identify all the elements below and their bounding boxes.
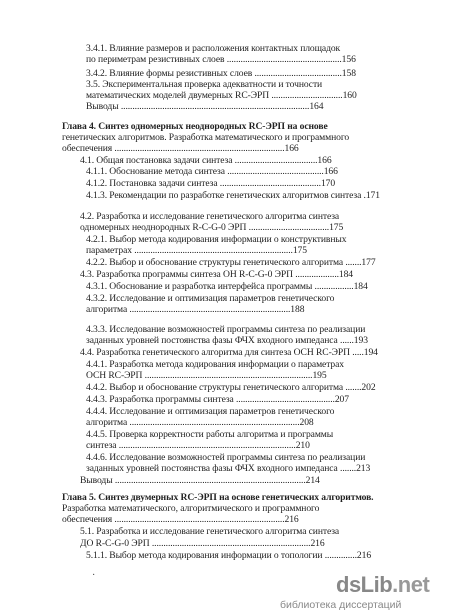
toc-entry-5-1-cont: ДО R-C-G-0 ЭРП .....................................................................216	[80, 538, 325, 549]
toc-entry-4-4-1-cont: ОСН RC-ЭРП .........................................................................195	[86, 370, 327, 381]
toc-entry-4-3: 4.3. Разработка программы синтеза ОН R-C-G-0 ЭРП ...................184	[80, 269, 354, 280]
toc-entry-5-1: 5.1. Разработка и исследование генетического алгоритма синтеза	[80, 526, 340, 537]
toc-entry-4-1-2: 4.1.2. Постановка задачи синтеза ............................................170	[86, 178, 336, 189]
toc-chapter-5-title: Глава 5. Синтез двумерных RC-ЭРП на основе генетических алгоритмов.	[62, 492, 374, 503]
toc-entry-4-3-2-cont: алгоритма ......................................................................188	[86, 304, 305, 315]
toc-entry-4-1: 4.1. Общая постановка задачи синтеза ....................................166	[80, 155, 332, 166]
toc-entry-4-4-4: 4.4.4. Исследование и оптимизация параметров генетического	[86, 406, 335, 417]
toc-entry-4-2-2: 4.2.2. Выбор и обоснование структуры генетического алгоритма .......177	[86, 257, 376, 268]
toc-entry-4-4-5-cont: синтеза .............................................................................210	[86, 440, 310, 451]
toc-chapter-4-title: Глава 4. Синтез одномерных неоднородных RC-ЭРП на основе	[62, 121, 328, 132]
toc-entry-3-5-cont: математических моделей двумерных RC-ЭРП ...............................160	[86, 90, 357, 101]
toc-entry-4-4-4-cont: алгоритма ..........................................................................208	[86, 417, 314, 428]
toc-entry-3-5: 3.5. Экспериментальная проверка адекватности и точности	[86, 79, 323, 90]
toc-entry-4-4-2: 4.4.2. Выбор и обоснование структуры генетического алгоритма .......202	[86, 382, 376, 393]
toc-entry-conclusions-4: Выводы ...................................................................................214	[80, 475, 320, 486]
toc-entry-conclusions-3: Выводы ..................................................................................164	[86, 101, 324, 112]
toc-entry-4-4-6-cont: заданных уровней постоянства фазы ФЧХ входного импеданса .......213	[86, 463, 371, 474]
toc-chapter-4	[62, 121, 328, 132]
toc-entry-4-2-cont: одномерных неоднородных R-C-G-0 ЭРП ...................................175	[80, 222, 344, 233]
toc-entry-4-2-1-cont: параметрах .....................................................................175	[86, 245, 307, 256]
watermark-logo-main: dsLib	[336, 572, 393, 597]
toc-entry-4-3-3-cont: заданных уровней постоянства фазы ФЧХ входного импеданса ......193	[86, 335, 368, 346]
watermark-subtitle: библиотека диссертаций	[280, 599, 402, 611]
toc-entry-4-4-3: 4.4.3. Разработка программы синтеза ...........................................207	[86, 394, 349, 405]
toc-chapter-5-cont2: обеспечения ..........................................................................216	[62, 514, 299, 525]
toc-chapter-5-cont1: Разработка математического, алгоритмического и программного	[62, 503, 320, 514]
toc-entry-4-1-1: 4.1.1. Обоснование метода синтеза ..........................................166	[86, 166, 338, 177]
toc-entry-4-2-1: 4.2.1. Выбор метода кодирования информации о конструктивных	[86, 234, 347, 245]
watermark	[280, 572, 446, 612]
toc-entry-4-4-1: 4.4.1. Разработка метода кодирования информации о параметрах	[86, 359, 344, 370]
toc-entry-3-4-1: 3.4.1. Влияние размеров и расположения контактных площадок	[86, 43, 341, 54]
scan-speck: ·	[92, 570, 96, 581]
toc-entry-3-4-1-cont: по периметрам резистивных слоев ..................................................156	[86, 54, 356, 65]
toc-entry-4-2: 4.2. Разработка и исследование генетического алгоритма синтеза	[80, 211, 340, 222]
watermark-logo-ext: .net	[392, 572, 430, 597]
toc-chapter-4-cont2: обеспечения ..........................................................................166	[62, 143, 299, 154]
watermark-logo	[336, 572, 429, 598]
toc-entry-5-1-1: 5.1.1. Выбор метода кодирования информации о топологии ..............216	[86, 550, 372, 561]
toc-chapter-4-cont1: генетических алгоритмов. Разработка математического и программного	[62, 132, 350, 143]
toc-entry-4-3-2: 4.3.2. Исследование и оптимизация параметров генетического	[86, 293, 335, 304]
toc-entry-4-3-3: 4.3.3. Исследование возможностей программы синтеза по реализации	[86, 324, 366, 335]
toc-entry-4-1-3: 4.1.3. Рекомендации по разработке генетических алгоритмов синтеза .171	[86, 190, 380, 201]
toc-chapter-5	[62, 492, 374, 503]
toc-entry-3-4-2: 3.4.2. Влияние формы резистивных слоев ......................................158	[86, 68, 356, 79]
toc-entry-4-4-6: 4.4.6. Исследование возможностей программы синтеза по реализации	[86, 452, 366, 463]
toc-entry-4-3-1: 4.3.1. Обоснование и разработка интерфейса программы .................184	[86, 281, 368, 292]
toc-entry-4-4-5: 4.4.5. Проверка корректности работы алгоритма и программы	[86, 429, 334, 440]
toc-entry-4-4: 4.4. Разработка генетического алгоритма для синтеза ОСН RC-ЭРП .....194	[80, 347, 378, 358]
